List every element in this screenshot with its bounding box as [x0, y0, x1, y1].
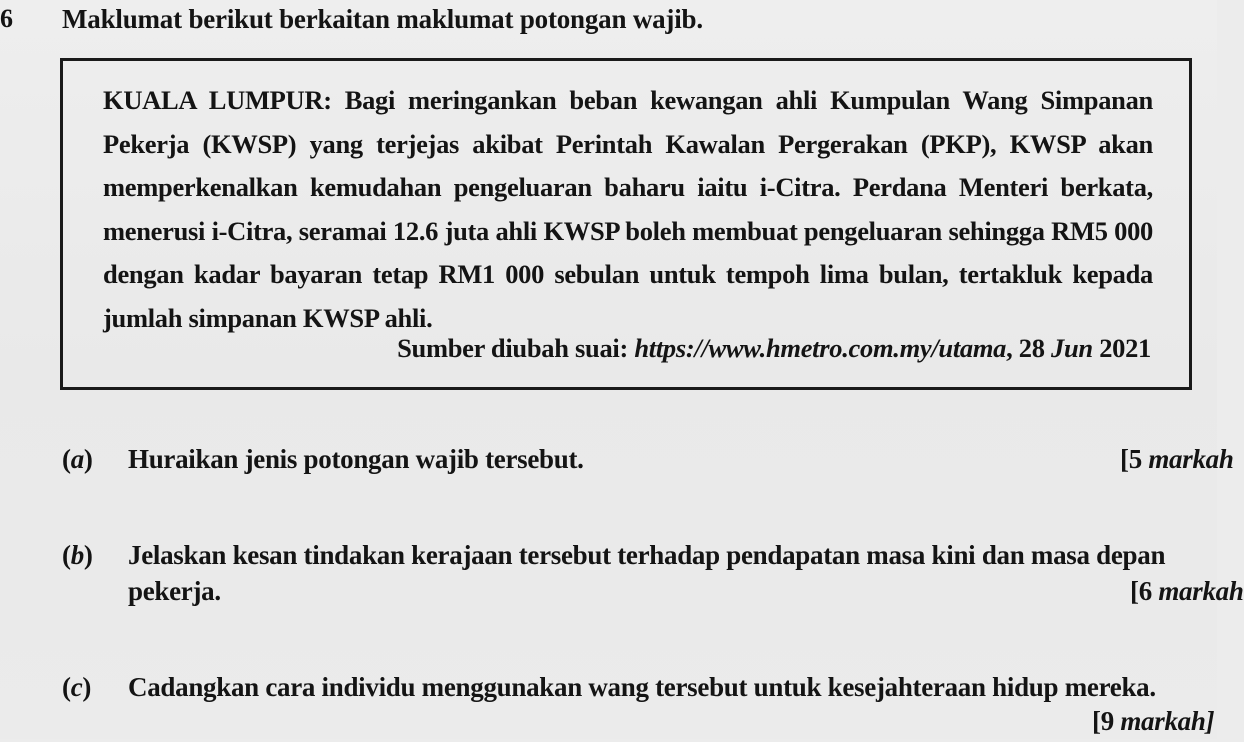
- question-a-label: (a): [62, 444, 93, 474]
- question-b-label: (b): [62, 540, 93, 570]
- question-c-text: Cadangkan cara individu menggunakan wang tersebut untuk kesejahteraan hidup mereka.: [128, 672, 1156, 702]
- question-c-marks: [9 markah]: [1092, 706, 1215, 736]
- source-day: 28: [1018, 333, 1045, 363]
- question-b: [62, 540, 1244, 620]
- question-b-marks: [6 markah: [1130, 576, 1244, 606]
- question-b-text: Jelaskan kesan tindakan kerajaan tersebut terhadap pendapatan masa kini dan masa depan: [128, 540, 1166, 570]
- source-citation: Sumber diubah suai: https://www.hmetro.com.my/utama, 28 Jun 2021: [397, 333, 1151, 363]
- question-c: [62, 672, 1222, 742]
- source-prefix: Sumber diubah suai:: [397, 333, 628, 363]
- source-month: Jun: [1051, 333, 1093, 363]
- question-a: [62, 444, 1234, 484]
- question-number: 6: [0, 4, 13, 33]
- news-excerpt-box: [60, 58, 1192, 390]
- source-url: https://www.hmetro.com.my/utama: [634, 333, 1007, 363]
- news-excerpt-text: KUALA LUMPUR: Bagi meringankan beban kewangan ahli Kumpulan Wang Simpanan Pekerja (KWSP) yang terjejas akibat Perintah Kawalan Pergerakan (PKP), KWSP akan memperkenalkan kemudahan pengeluaran baharu iaitu i-Citra. Perdana Menteri berkata, menerusi i-Citra, seramai 12.6 juta ahli KWSP boleh membuat pengeluaran sehingga RM5 000 dengan kadar bayaran tetap RM1 000 sebulan untuk tempoh lima bulan, tertakluk kepada jumlah simpanan KWSP ahli.: [103, 85, 1153, 333]
- source-year: 2021: [1099, 333, 1151, 363]
- question-b-text-cont: pekerja.: [128, 576, 221, 606]
- question-a-marks: [5 markah: [1120, 444, 1234, 474]
- question-intro: Maklumat berikut berkaitan maklumat potongan wajib.: [62, 4, 703, 34]
- question-a-text: Huraikan jenis potongan wajib tersebut.: [128, 444, 584, 474]
- question-c-label: (c): [62, 672, 92, 702]
